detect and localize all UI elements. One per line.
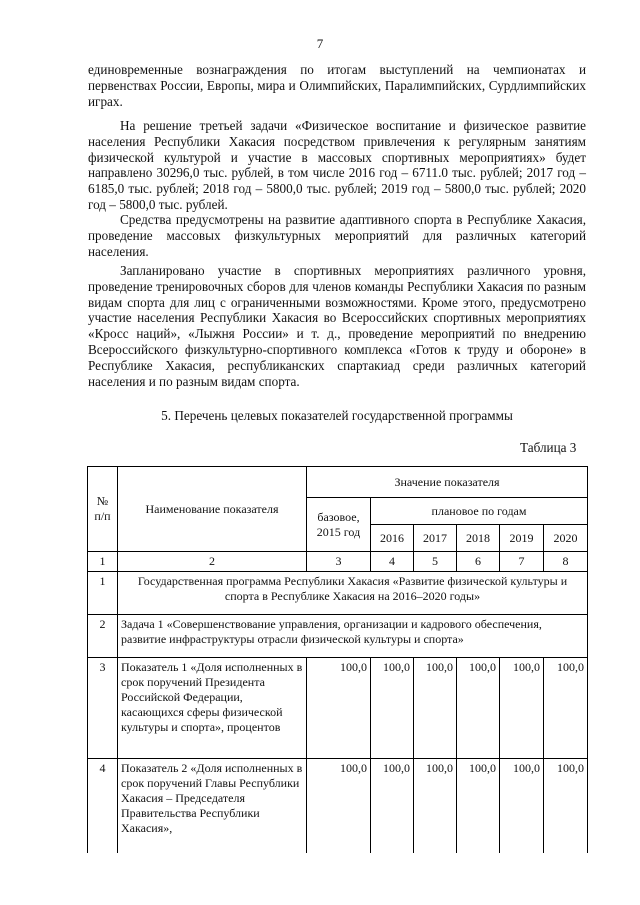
- table-caption: Таблица 3: [520, 440, 577, 455]
- header-planned: плановое по годам: [371, 498, 588, 525]
- column-number: 1: [88, 552, 118, 572]
- header-base: базовое, 2015 год: [307, 498, 371, 552]
- value-cell: 100,0: [307, 658, 371, 759]
- value-cell: 100,0: [457, 658, 500, 759]
- column-number: 7: [500, 552, 544, 572]
- section-heading: 5. Перечень целевых показателей государственной программы: [161, 408, 513, 423]
- value-cell: 100,0: [371, 759, 414, 854]
- header-name: Наименование показателя: [118, 467, 307, 552]
- value-cell: 100,0: [500, 759, 544, 854]
- header-year: 2018: [457, 525, 500, 552]
- header-value-group: Значение показателя: [307, 467, 588, 498]
- value-cell: 100,0: [414, 759, 457, 854]
- column-number: 8: [544, 552, 588, 572]
- table-row: [88, 615, 588, 658]
- header-num: № п/п: [88, 467, 118, 552]
- paragraph-third-task: [88, 118, 586, 213]
- header-year: 2020: [544, 525, 588, 552]
- program-title: Государственная программа Республики Хакасия «Развитие физической культуры и спорта в Республике Хакасия на 2016–2020 годы»: [118, 572, 588, 615]
- value-cell: 100,0: [544, 658, 588, 759]
- paragraph-planned-events: [88, 263, 586, 389]
- paragraph-text: На решение третьей задачи «Физическое воспитание и физическое развитие населения Республики Хакасия посредством привлечения к регулярным занятиям физической культурой и участие в массовых спортивных мероприятиях» будет направлено 30296,0 тыс. рублей, в том числе 2016 год – 6711.0 тыс. рублей; 2017 год – 6185,0 тыс. рублей; 2018 год – 5800,0 тыс. рублей; 2019 год – 5800,0 тыс. рублей; 2020 год – 5800,0 тыс. рублей.: [88, 118, 586, 212]
- column-number: 2: [118, 552, 307, 572]
- row-num: 4: [88, 759, 118, 854]
- header-year: 2016: [371, 525, 414, 552]
- column-number: 5: [414, 552, 457, 572]
- table-row: [88, 658, 588, 759]
- table-row: [88, 572, 588, 615]
- paragraph-adaptive-sport: [88, 212, 586, 259]
- value-cell: 100,0: [371, 658, 414, 759]
- task-title: Задача 1 «Совершенствование управления, организации и кадрового обеспечения, развитие инфраструктуры отрасли физической культуры и спорта»: [118, 615, 588, 658]
- indicator-name: Показатель 2 «Доля исполненных в срок поручений Главы Республики Хакасия – Председателя Правительства Республики Хакасия»,: [118, 759, 307, 854]
- indicator-name: Показатель 1 «Доля исполненных в срок поручений Президента Российской Федерации, касающихся сферы физической культуры и спорта», процентов: [118, 658, 307, 759]
- row-num: 1: [88, 572, 118, 615]
- header-year: 2019: [500, 525, 544, 552]
- column-number: 4: [371, 552, 414, 572]
- value-cell: 100,0: [457, 759, 500, 854]
- row-num: 3: [88, 658, 118, 759]
- paragraph-text: Запланировано участие в спортивных мероприятиях различного уровня, проведение тренировочных сборов для членов команды Республики Хакасия по разным видам спорта для лиц с ограниченными возможностями. Кроме этого, предусмотрено участие населения Республики Хакасия во Всероссийских спортивных мероприятиях «Кросс наций», «Лыжня России» и т. д., проведение мероприятий по внедрению Всероссийского физкультурно-спортивного комплекса «Готов к труду и обороне» в Республике Хакасия, республиканских спартакиад среди различных категорий населения и по разным видам спорта.: [88, 263, 586, 389]
- column-number: 3: [307, 552, 371, 572]
- table-row: [88, 759, 588, 854]
- value-cell: 100,0: [544, 759, 588, 854]
- value-cell: 100,0: [414, 658, 457, 759]
- value-cell: 100,0: [500, 658, 544, 759]
- row-num: 2: [88, 615, 118, 658]
- header-year: 2017: [414, 525, 457, 552]
- column-number: 6: [457, 552, 500, 572]
- paragraph-text: единовременные вознаграждения по итогам выступлений на чемпионатах и первенствах России, Европы, мира и Олимпийских, Паралимпийских, Сурдлимпийских играх.: [88, 62, 586, 109]
- page-number: 7: [316, 36, 324, 51]
- indicators-table: [87, 466, 588, 853]
- paragraph-awards: [88, 62, 586, 109]
- paragraph-text: Средства предусмотрены на развитие адаптивного спорта в Республике Хакасия, проведение массовых физкультурных мероприятий для различных категорий населения.: [88, 212, 586, 259]
- value-cell: 100,0: [307, 759, 371, 854]
